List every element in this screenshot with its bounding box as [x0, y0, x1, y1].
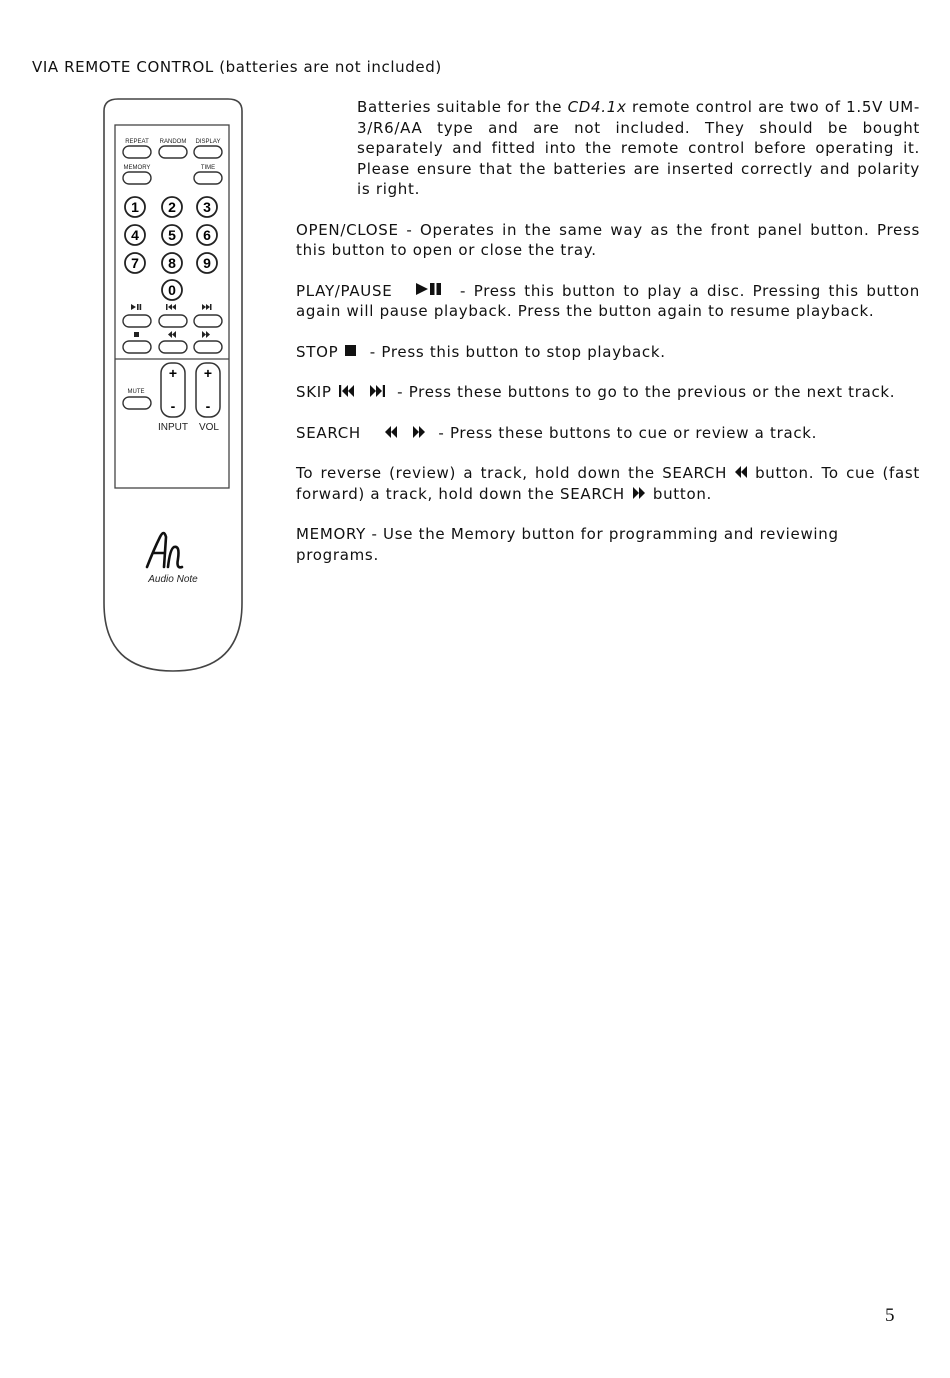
rewind-icon: [733, 465, 749, 479]
fast-forward-icon: [411, 425, 427, 439]
instructions: [296, 97, 920, 565]
skip-previous-icon: [338, 384, 356, 398]
input-minus: -: [170, 398, 176, 414]
play-pause-section: PLAY/PAUSE - Press this button to play a disc. Pressing this button again will pause playback. Press the button again to resume playback.: [296, 281, 920, 320]
display-button: [194, 146, 222, 158]
section-heading: VIA REMOTE CONTROL (batteries are not included): [32, 58, 442, 76]
time-label: TIME: [200, 165, 216, 171]
page-number: 5: [885, 1305, 895, 1326]
memory-label: MEMORY: [123, 165, 151, 171]
skip-section: SKIP - Press these buttons to go to the previous or the next track.: [296, 383, 896, 401]
rewind-button: [159, 341, 187, 353]
stop-icon: [134, 332, 139, 337]
digit-9: 9: [203, 255, 211, 271]
stop-button: [123, 341, 151, 353]
remote-control-illustration: [102, 97, 244, 673]
volume-plus: +: [203, 365, 213, 381]
search-label: SEARCH: [296, 423, 361, 442]
input-plus: +: [168, 365, 178, 381]
play-pause-label: PLAY/PAUSE: [296, 281, 393, 300]
play-pause-button: [123, 315, 151, 327]
battery-intro: Batteries suitable for the CD4.1x remote control are two of 1.5V UM-3/R6/AA type and are not included. They should be bought separately and fitted into the remote control before operating it. Please ensure that the batteries are inserted correctly and polarity is right.: [357, 98, 921, 198]
search-section: SEARCH - Press these buttons to cue or review a track.: [296, 423, 818, 442]
random-button: [159, 146, 187, 158]
open-close-section: OPEN/CLOSE - Operates in the same way as the front panel button. Press this button to open or close the tray.: [296, 220, 920, 259]
repeat-button: [123, 146, 151, 158]
digit-3: 3: [203, 199, 211, 215]
fast-forward-button: [194, 341, 222, 353]
stop-label: STOP: [296, 342, 339, 361]
skip-previous-button: [159, 315, 187, 327]
digit-5: 5: [168, 227, 176, 243]
digit-1: 1: [131, 199, 139, 215]
random-label: RANDOM: [159, 139, 187, 145]
digit-2: 2: [168, 199, 176, 215]
input-label: INPUT: [158, 422, 188, 433]
stop-section: STOP - Press this button to stop playback.: [296, 342, 666, 361]
brand-name: Audio Note: [148, 574, 198, 585]
time-button: [194, 172, 222, 184]
mute-label: MUTE: [127, 389, 145, 395]
mute-button: [123, 397, 151, 409]
memory-section: MEMORY - Use the Memory button for programming and reviewing programs.: [296, 525, 839, 564]
display-label: DISPLAY: [195, 139, 221, 145]
reverse-cue-section: To reverse (review) a track, hold down the SEARCH button. To cue (fast forward) a track, hold down the SEARCH button.: [296, 464, 920, 503]
memory-button: [123, 172, 151, 184]
skip-label: SKIP: [296, 383, 332, 401]
vol-label: VOL: [198, 422, 220, 433]
volume-minus: -: [205, 398, 211, 414]
digit-6: 6: [203, 227, 211, 243]
memory-label: MEMORY: [296, 525, 366, 543]
digit-0: 0: [168, 282, 176, 298]
digit-4: 4: [131, 227, 139, 243]
skip-next-button: [194, 315, 222, 327]
skip-next-icon: [368, 384, 386, 398]
fast-forward-icon: [631, 486, 647, 500]
digit-7: 7: [131, 255, 139, 271]
play-pause-icon: [414, 281, 446, 297]
repeat-label: REPEAT: [125, 139, 149, 145]
model-name: CD4.1x: [567, 98, 627, 116]
digit-8: 8: [168, 255, 176, 271]
open-close-label: OPEN/CLOSE: [296, 220, 399, 239]
rewind-icon: [383, 425, 399, 439]
stop-icon: [344, 344, 358, 358]
